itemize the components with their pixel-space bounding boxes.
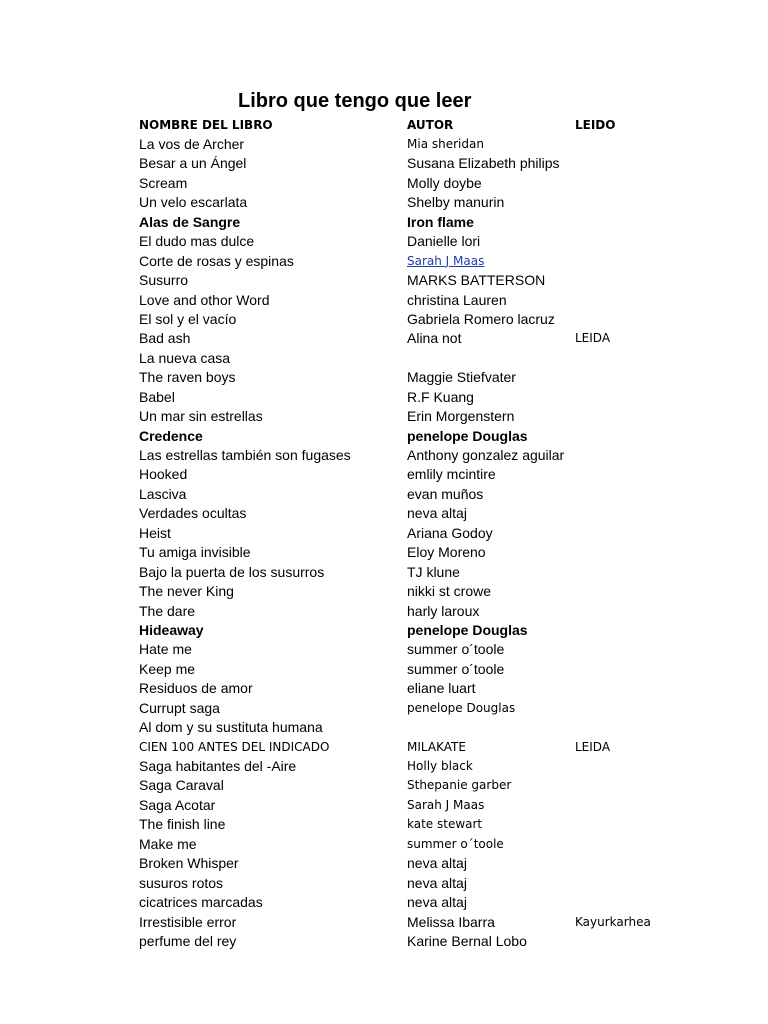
book-author: neva altaj [407,505,467,522]
book-row [0,368,768,387]
book-author: Erin Morgenstern [407,408,515,425]
book-title: Make me [139,835,197,852]
book-title: Love and othor Word [139,291,270,308]
book-author: harly laroux [407,602,480,619]
book-row [0,485,768,504]
book-title: Bad ash [139,330,191,347]
book-title: CIEN 100 ANTES DEL INDICADO [139,739,330,754]
book-row [0,699,768,718]
book-title: Bajo la puerta de los susurros [139,563,325,580]
book-author: Karine Bernal Lobo [407,932,527,949]
book-title: Corte de rosas y espinas [139,252,294,269]
book-author: Sthepanie garber [407,778,512,793]
book-author: nikki st crowe [407,583,492,600]
book-author: Ariana Godoy [407,524,493,541]
book-author: Eloy Moreno [407,544,486,561]
book-row [0,271,768,290]
book-author: Holly black [407,759,473,773]
book-title: Hate me [139,641,192,658]
book-title: La nueva casa [139,349,231,366]
book-author: neva altaj [407,894,467,911]
book-author: Molly doybe [407,174,482,191]
book-author: TJ klune [407,563,460,580]
book-author: evan muños [407,485,484,502]
column-header-author: AUTOR [407,118,454,132]
book-title: The never King [139,583,234,600]
book-author: summer o´toole [407,641,505,658]
book-title: susuros rotos [139,874,224,891]
book-author: Anthony gonzalez aguilar [407,447,565,463]
book-author: R.F Kuang [407,388,474,405]
book-row [0,427,768,446]
book-title: Susurro [139,272,189,289]
book-author: Mia sheridan [407,137,484,151]
book-title: Lasciva [139,485,187,502]
book-row [0,232,768,251]
book-title: Un velo escarlata [139,194,248,211]
read-status: LEIDA [575,739,611,754]
book-row [0,446,768,465]
book-title: Hooked [139,466,188,483]
book-row [0,291,768,310]
book-title: El dudo mas dulce [139,233,255,250]
book-row [0,310,768,329]
book-row [0,660,768,679]
read-status: LEIDA [575,331,611,346]
book-row [0,738,768,757]
book-row [0,543,768,562]
book-title: Babel [139,388,175,405]
book-title: Residuos de amor [139,680,253,697]
book-row [0,407,768,426]
book-row [0,135,768,154]
book-list [0,135,768,951]
book-title: Saga habitantes del -Aire [139,758,297,774]
book-row [0,174,768,193]
book-title: perfume del rey [139,932,237,949]
column-header-book: NOMBRE DEL LIBRO [139,118,273,132]
book-row [0,913,768,932]
book-author: summer o´toole [407,660,505,677]
book-row [0,193,768,212]
book-author: penelope Douglas [407,700,516,715]
book-row [0,835,768,854]
book-title: Heist [139,524,171,541]
book-title: Scream [139,174,188,191]
book-author: neva altaj [407,874,467,891]
book-row [0,563,768,582]
book-author: christina Lauren [407,291,507,308]
book-author: Shelby manurin [407,194,505,211]
book-author: Danielle lori [407,233,481,250]
book-row [0,854,768,873]
read-status: Kayurkarhea [575,914,651,929]
book-row [0,893,768,912]
page-title: Libro que tengo que leer [238,90,472,112]
book-title: The finish line [139,816,226,833]
book-title: Alas de Sangre [139,213,241,230]
book-row [0,679,768,698]
book-row [0,465,768,484]
book-author: Gabriela Romero lacruz [407,310,555,327]
book-row [0,504,768,523]
book-row [0,388,768,407]
book-author: Alina not [407,330,462,347]
book-author: summer o´toole [407,836,504,851]
book-author: kate stewart [407,817,483,832]
book-title: Keep me [139,660,196,677]
book-title: Un mar sin estrellas [139,408,263,425]
book-author: penelope Douglas [407,427,528,444]
book-author: Iron flame [407,213,474,230]
book-title: The raven boys [139,369,236,386]
book-title: Hideaway [139,621,204,638]
book-row [0,524,768,543]
book-title: La vos de Archer [139,136,245,152]
book-author: MARKS BATTERSON [407,272,546,289]
book-title: The dare [139,602,196,619]
book-row [0,718,768,737]
book-title: Broken Whisper [139,855,239,872]
book-author: MILAKATE [407,739,466,754]
book-row [0,757,768,776]
book-title: Tu amiga invisible [139,544,251,561]
book-title: Saga Caraval [139,777,224,794]
book-row [0,932,768,951]
book-title: Besar a un Ángel [139,155,247,172]
book-row [0,640,768,659]
book-row [0,874,768,893]
book-author: emlily mcintire [407,466,496,483]
book-title: Saga Acotar [139,796,216,813]
book-author: neva altaj [407,855,467,872]
book-title: cicatrices marcadas [139,894,263,911]
book-author: eliane luart [407,680,476,697]
book-author: Sarah J Maas [407,797,485,812]
book-row [0,602,768,621]
book-row [0,776,768,795]
book-row [0,621,768,640]
book-row [0,349,768,368]
book-row [0,796,768,815]
book-row [0,815,768,834]
book-row [0,329,768,348]
book-title: Verdades ocultas [139,505,247,522]
book-row [0,582,768,601]
book-author: Melissa Ibarra [407,913,495,930]
book-title: Al dom y su sustituta humana [139,719,323,736]
book-row [0,213,768,232]
book-title: Irrestisible error [139,913,237,930]
book-title: Credence [139,427,203,444]
book-author: Maggie Stiefvater [407,369,516,386]
book-row [0,154,768,173]
book-title: El sol y el vacío [139,310,237,327]
book-title: Currupt saga [139,699,220,716]
book-author: penelope Douglas [407,621,528,638]
column-header-read: LEIDO [575,118,616,132]
book-author: Susana Elizabeth philips [407,155,560,172]
book-row [0,252,768,271]
book-title: Las estrellas también son fugases [139,447,351,463]
author-link[interactable]: Sarah J Maas [407,253,485,268]
